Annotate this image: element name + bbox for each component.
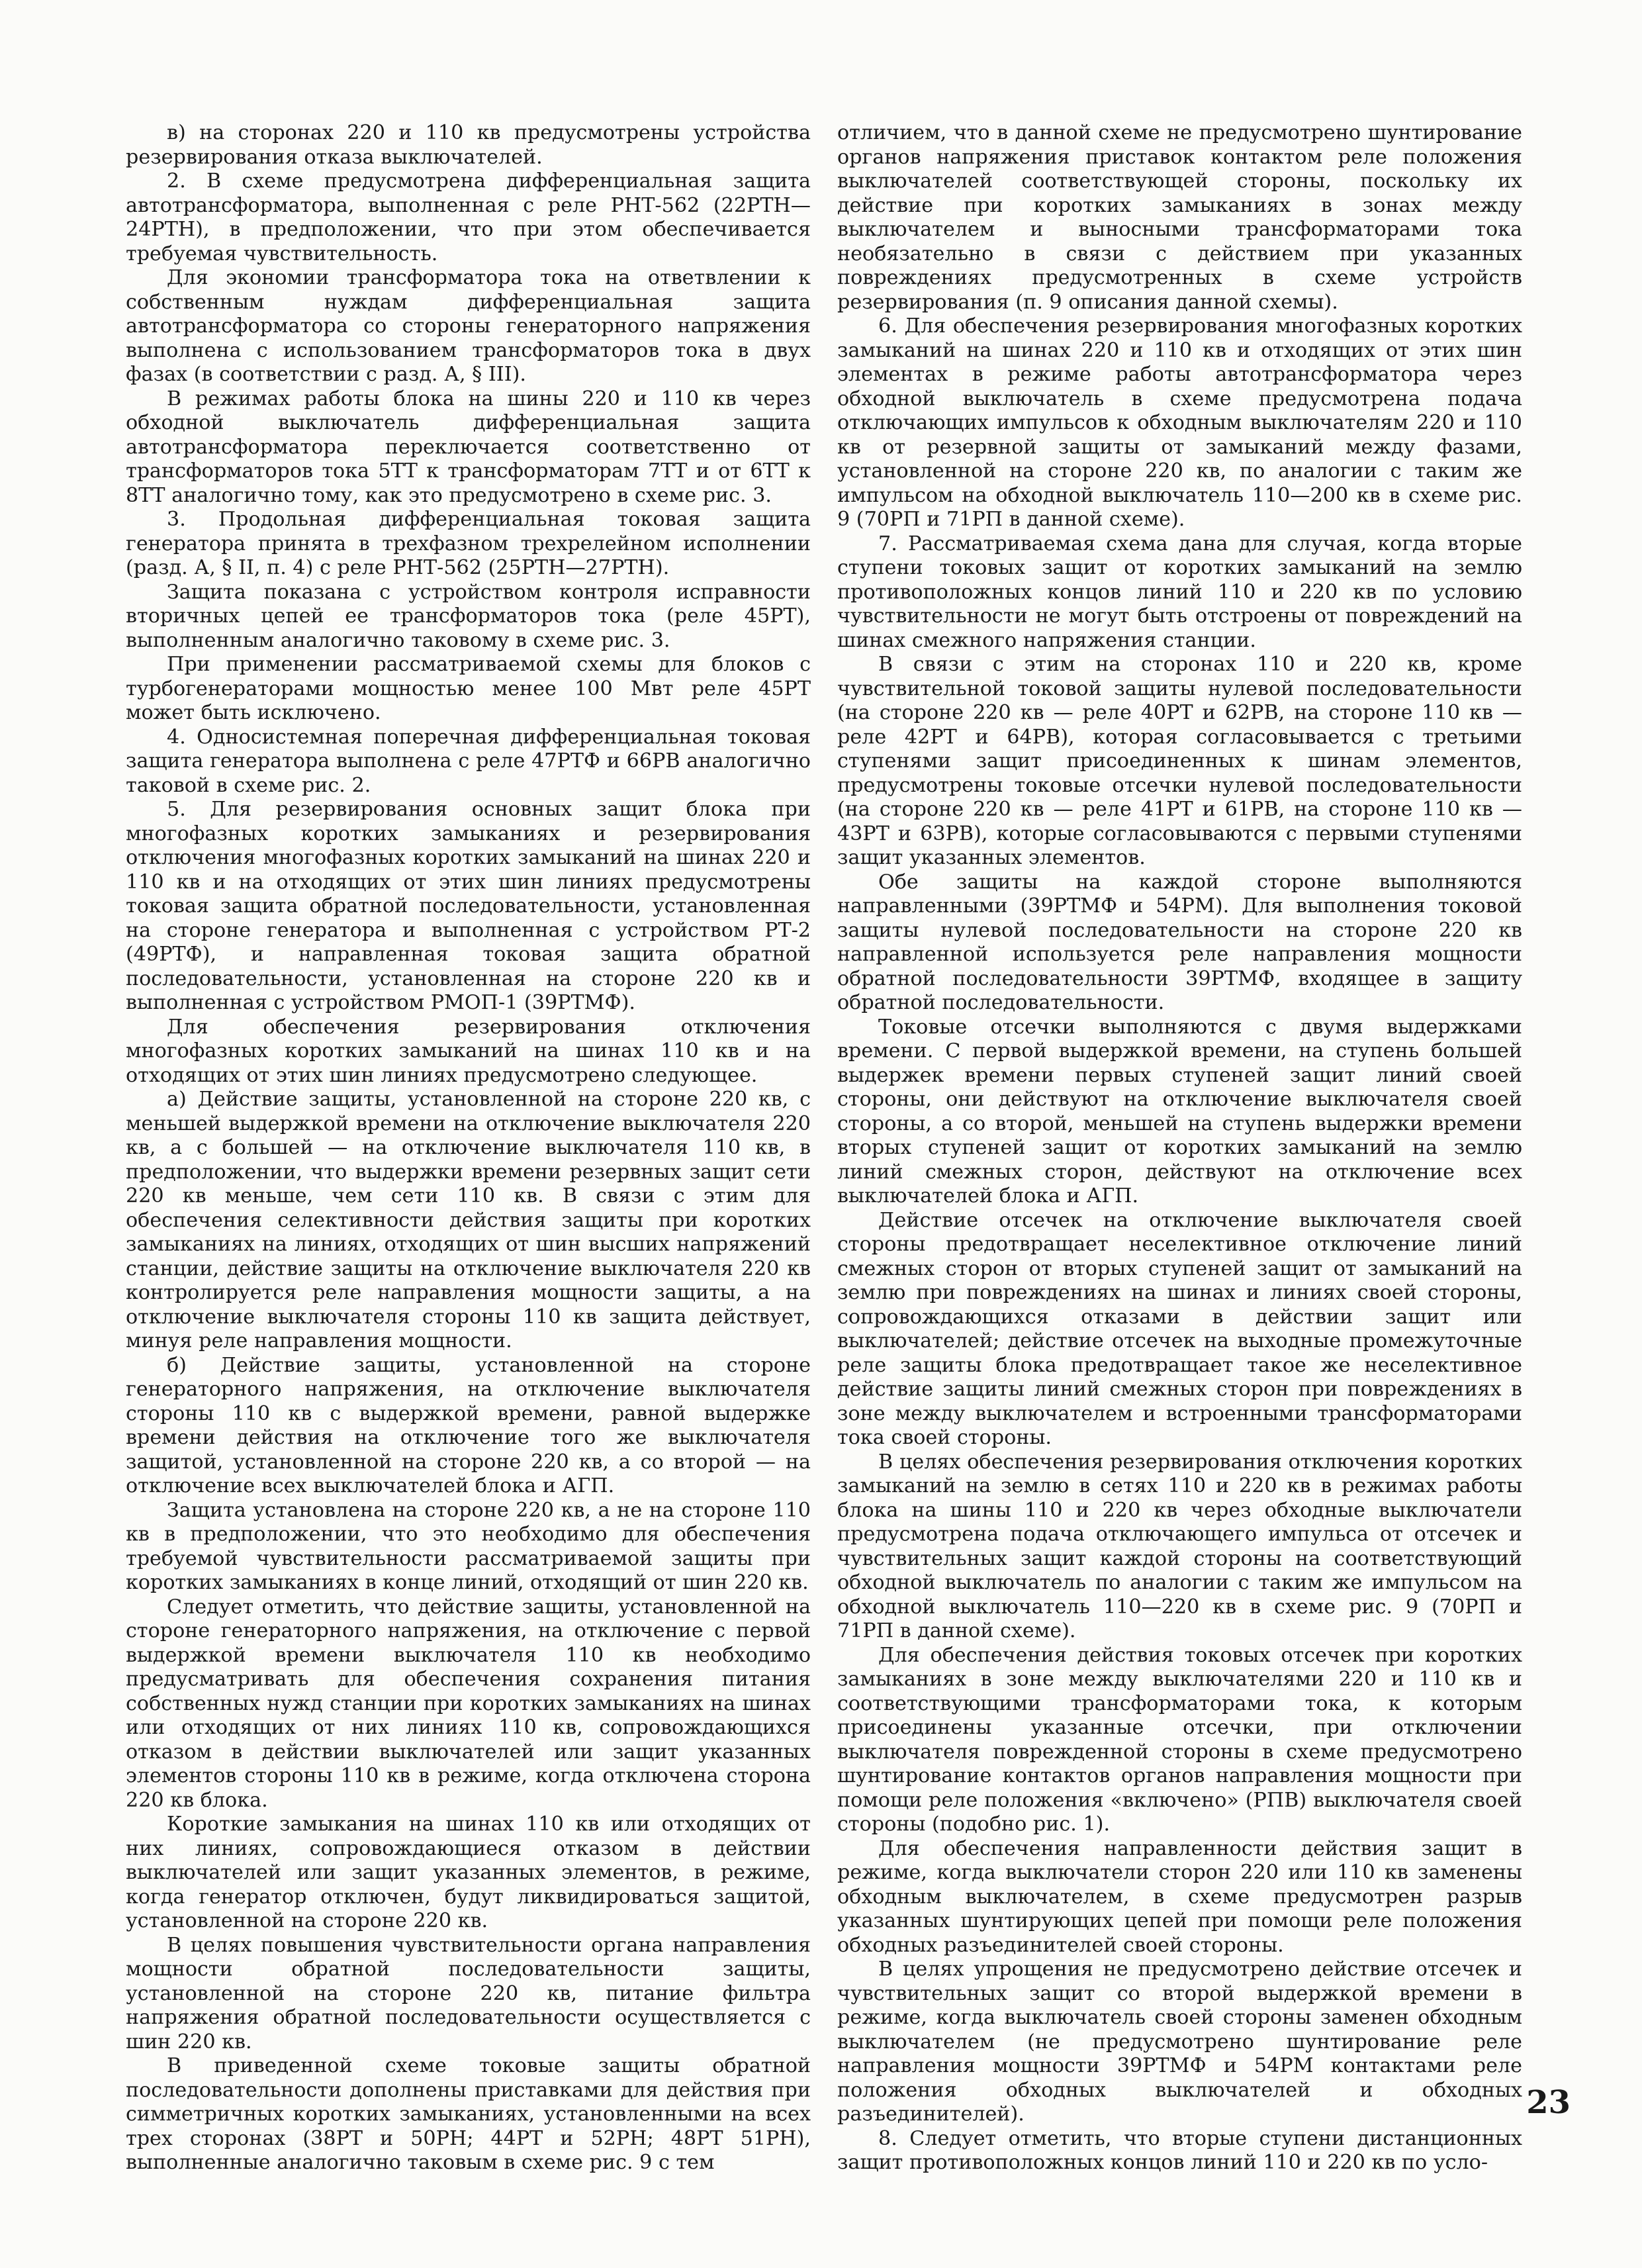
paragraph: При применении рассматриваемой схемы для блоков с турбогенераторами мощностью менее 100 Мвт реле 45РТ может быть исключено. [126, 653, 811, 724]
paragraph: 3. Продольная дифференциальная токовая защита генератора принята в трехфазном трехрелейном исполнении (разд. А, § II, п. 4) с реле РНТ-562 (25РТН—27РТН). [126, 508, 811, 579]
paragraph: Для обеспечения направленности действия защит в режиме, когда выключатели сторон 220 или 110 кв заменены обходным выключателем, в схеме предусмотрен разрыв указанных шунтирующих цепей при помощи реле положения обходных разъединителей своей стороны. [837, 1836, 1522, 1957]
paragraph: В приведенной схеме токовые защиты обратной последовательности дополнены приставками для действия при симметричных коротких замыканиях, установленными на всех трех сторонах (38РТ и 50РН; 44РТ и 52РН; 48РТ 51РН), выполненные аналогично таковым в схеме рис. 9 с тем [126, 2054, 811, 2174]
paragraph: Защита установлена на стороне 220 кв, а не на стороне 110 кв в предположении, что это необходимо для обеспечения требуемой чувствительности рассматриваемой защиты при коротких замыканиях в конце линий, отходящий от шин 220 кв. [126, 1498, 811, 1594]
paragraph: в) на сторонах 220 и 110 кв предусмотрены устройства резервирования отказа выключателей. [126, 121, 811, 169]
paragraph: Следует отметить, что действие защиты, установленной на стороне генераторного напряжения, на отключение с первой выдержкой времени выключателя 110 кв необходимо предусматривать для обеспечения сохранения питания собственных нужд станции при коротких замыканиях на шинах или отходящих от них линиях 110 кв, сопровождающихся отказом в действии выключателей или защит указанных элементов стороны 110 кв в режиме, когда отключена сторона 220 кв блока. [126, 1595, 811, 1812]
paragraph: 6. Для обеспечения резервирования многофазных коротких замыканий на шинах 220 и 110 кв и отходящих от этих шин элементах в режиме работы автотрансформатора через обходной выключатель в схеме предусмотрена подача отключающих импульсов к обходным выключателям 220 и 110 кв от резервной защиты от замыканий между фазами, установленной на стороне 220 кв, по аналогии с таким же импульсом на обходной выключатель 110—200 кв в схеме рис. 9 (70РП и 71РП в данной схеме). [837, 314, 1522, 531]
paragraph: В связи с этим на сторонах 110 и 220 кв, кроме чувствительной токовой защиты нулевой последовательности (на стороне 220 кв — реле 40РТ и 62РВ, на стороне 110 кв — реле 42РТ и 64РВ), которая согласовывается с третьими ступенями защит присоединенных к шинам элементов, предусмотрены токовые отсечки нулевой последовательности (на стороне 220 кв — реле 41РТ и 61РВ, на стороне 110 кв — 43РТ и 63РВ), которые согласовываются с первыми ступенями защит указанных элементов. [837, 653, 1522, 869]
paragraph: Для обеспечения действия токовых отсечек при коротких замыканиях в зоне между выключателями 220 и 110 кв и соответствующими трансформаторами тока, к которым присоединены указанные отсечки, при отключении выключателя поврежденной стороны в схеме предусмотрено шунтирование контактов органов направления мощности при помощи реле положения «включено» (РПВ) выключателя своей стороны (подобно рис. 1). [837, 1643, 1522, 1836]
paragraph: Обе защиты на каждой стороне выполняются направленными (39РТМФ и 54РМ). Для выполнения токовой защиты нулевой последовательности на стороне 220 кв направленной используется реле направления мощности обратной последовательности 39РТМФ, входящее в защиту обратной последовательности. [837, 870, 1522, 1014]
page-number: 23 [1526, 2084, 1571, 2121]
paragraph: отличием, что в данной схеме не предусмотрено шунтирование органов напряжения приставок контактом реле положения выключателей соответствующей стороны, поскольку их действие при коротких замыканиях в зонах между выключателем и выносными трансформаторами тока необязательно в связи с действием при указанных повреждениях предусмотренных в схеме устройств резервирования (п. 9 описания данной схемы). [837, 121, 1522, 314]
paragraph: Короткие замыкания на шинах 110 кв или отходящих от них линиях, сопровождающиеся отказом в действии выключателей или защит указанных элементов, в режиме, когда генератор отключен, будут ликвидироваться защитой, установленной на стороне 220 кв. [126, 1813, 811, 1932]
paragraph: Для обеспечения резервирования отключения многофазных коротких замыканий на шинах 110 кв и на отходящих от этих шин линиях предусмотрено следующее. [126, 1015, 811, 1087]
paragraph: а) Действие защиты, установленной на стороне 220 кв, с меньшей выдержкой времени на отключение выключателя 220 кв, а с большей — на отключение выключателя 110 кв, в предположении, что выдержки времени резервных защит сети 220 кв меньше, чем сети 110 кв. В связи с этим для обеспечения селективности действия защиты при коротких замыканиях на линиях, отходящих от шин высших напряжений станции, действие защиты на отключение выключателя 220 кв контролируется реле направления мощности защиты, а на отключение выключателя стороны 110 кв защита действует, минуя реле направления мощности. [126, 1088, 811, 1352]
right-text-column [837, 121, 1522, 2174]
paragraph: Защита показана с устройством контроля исправности вторичных цепей ее трансформаторов тока (реле 45РТ), выполненным аналогично таковому в схеме рис. 3. [126, 580, 811, 652]
paragraph: б) Действие защиты, установленной на стороне генераторного напряжения, на отключение выключателя стороны 110 кв с выдержкой времени, равной выдержке времени действия на отключение того же выключателя защитой, установленной на стороне 220 кв, а со второй — на отключение всех выключателей блока и АГП. [126, 1353, 811, 1497]
paragraph: 4. Односистемная поперечная дифференциальная токовая защита генератора выполнена с реле 47РТФ и 66РВ аналогично таковой в схеме рис. 2. [126, 725, 811, 797]
paragraph: В целях упрощения не предусмотрено действие отсечек и чувствительных защит со второй выдержкой времени в режиме, когда выключатель своей стороны заменен обходным выключателем (не предусмотрено шунтирование реле направления мощности 39РТМФ и 54РМ контактами реле положения обходных выключателей и обходных разъединителей). [837, 1958, 1522, 2126]
paragraph: 7. Рассматриваемая схема дана для случая, когда вторые ступени токовых защит от коротких замыканий на землю противоположных концов линий 110 и 220 кв по условию чувствительности не могут быть отстроены от повреждений на шинах смежного напряжения станции. [837, 532, 1522, 652]
paragraph: Токовые отсечки выполняются с двумя выдержками времени. С первой выдержкой времени, на ступень большей выдержек времени первых ступеней защит линий своей стороны, они действуют на отключение выключателя своей стороны, а со второй, меньшей на ступень выдержки времени вторых ступеней защит от коротких замыканий на землю линий смежных сторон, действуют на отключение всех выключателей блока и АГП. [837, 1015, 1522, 1207]
paragraph: 5. Для резервирования основных защит блока при многофазных коротких замыканиях и резервирования отключения многофазных коротких замыканий на шинах 220 и 110 кв и на отходящих от этих шин линиях предусмотрены токовая защита обратной последовательности, установленная на стороне генератора и выполненная с устройством РТ-2 (49РТФ), и направленная токовая защита обратной последовательности, установленная на стороне 220 кв и выполненная с устройством РМОП-1 (39РТМФ). [126, 798, 811, 1014]
left-text-column [126, 121, 811, 2174]
paragraph: 8. Следует отметить, что вторые ступени дистанционных защит противоположных концов линий 110 и 220 кв по усло- [837, 2126, 1522, 2174]
paragraph: В целях обеспечения резервирования отключения коротких замыканий на землю в сетях 110 и 220 кв в режимах работы блока на шины 110 и 220 кв через обходные выключатели предусмотрена подача отключающего импульса от отсечек и чувствительных защит каждой стороны на соответствующий обходной выключатель по аналогии с таким же импульсом на обходной выключатель 110—220 кв в схеме рис. 9 (70РП и 71РП в данной схеме). [837, 1450, 1522, 1642]
paragraph: В целях повышения чувствительности органа направления мощности обратной последовательности защиты, установленной на стороне 220 кв, питание фильтра напряжения обратной последовательности осуществляется с шин 220 кв. [126, 1933, 811, 2054]
paragraph: Для экономии трансформатора тока на ответвлении к собственным нуждам дифференциальная защита автотрансформатора со стороны генераторного напряжения выполнена с использованием трансформаторов тока в двух фазах (в соответствии с разд. А, § III). [126, 266, 811, 386]
paragraph: 2. В схеме предусмотрена дифференциальная защита автотрансформатора, выполненная с реле РНТ-562 (22РТН—24РТН), в предположении, что при этом обеспечивается требуемая чувствительность. [126, 169, 811, 265]
paragraph: Действие отсечек на отключение выключателя своей стороны предотвращает неселективное отключение линий смежных сторон от вторых ступеней защит от замыканий на землю при повреждениях на шинах и линиях своей стороны, сопровождающихся отказами в действии защит или выключателей; действие отсечек на выходные промежуточные реле защиты блока предотвращает такое же неселективное действие защиты линий смежных сторон при повреждениях в зоне между выключателем и встроенными трансформаторами тока своей стороны. [837, 1208, 1522, 1449]
paragraph: В режимах работы блока на шины 220 и 110 кв через обходной выключатель дифференциальная защита автотрансформатора переключается соответственно от трансформаторов тока 5ТТ к трансформаторам 7ТТ и от 6ТТ к 8ТТ аналогично тому, как это предусмотрено в схеме рис. 3. [126, 387, 811, 507]
